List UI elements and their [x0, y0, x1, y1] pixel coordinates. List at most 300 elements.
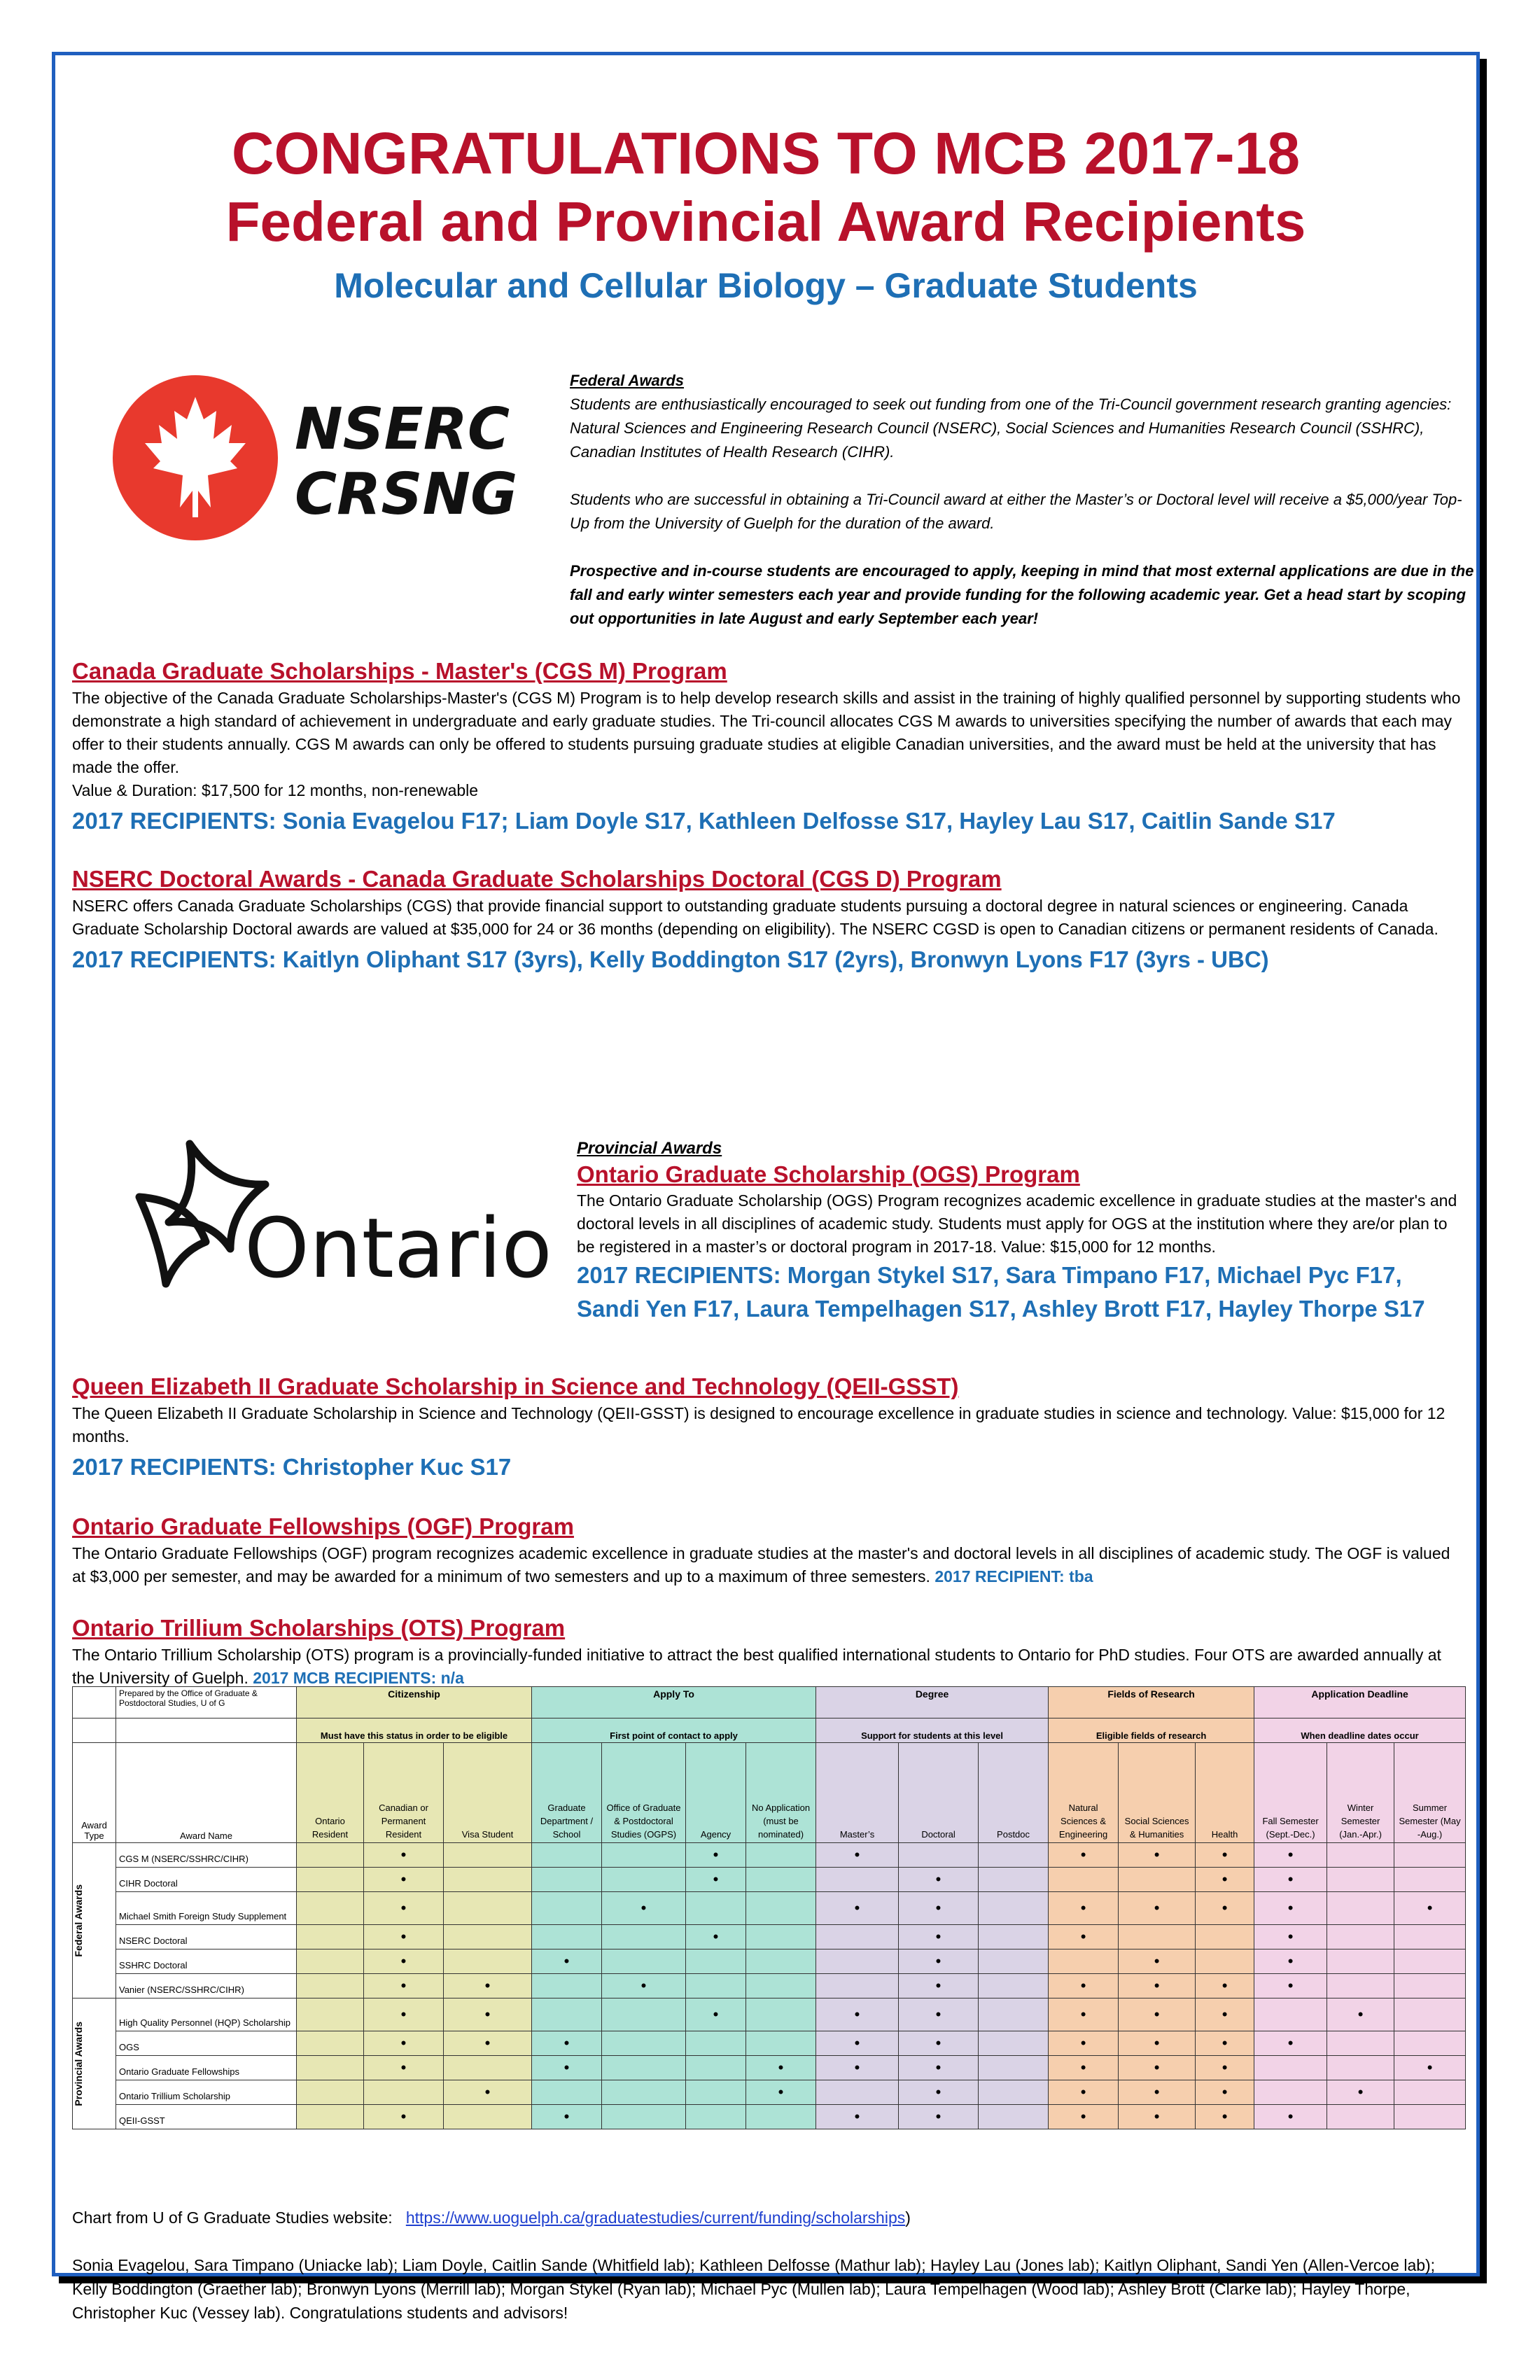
eligibility-cell [297, 1892, 364, 1925]
eligibility-cell [899, 2080, 979, 2105]
eligibility-cell [364, 1949, 444, 1974]
ogf-title: Ontario Graduate Fellowships (OGF) Program [72, 1513, 574, 1539]
prepared-by-note: Prepared by the Office of Graduate & Postdoctoral Studies, U of G [116, 1687, 297, 1718]
table-column-header: Visa Student [444, 1743, 532, 1843]
nserc-logo-text: NSERC [295, 396, 510, 463]
eligibility-dot: • [935, 1870, 941, 1888]
eligibility-cell [444, 2031, 532, 2056]
eligibility-cell [1049, 1998, 1119, 2031]
eligibility-cell [1049, 1974, 1119, 1998]
table-group-header: Degree [816, 1687, 1049, 1718]
eligibility-dot: • [1080, 2059, 1086, 2076]
ogf-body-text: The Ontario Graduate Fellowships (OGF) program recognizes academic excellence in graduate studies at the master's and doctoral levels in all disciplines of academic study. The OGF is valued at $3,000 per semester, and may be awarded for a minimum of two semesters and up to a maximum of three semesters. [72, 1544, 1450, 1586]
eligibility-dot: • [1287, 1952, 1294, 1970]
eligibility-dot: • [854, 1899, 860, 1917]
eligibility-cell [686, 1925, 746, 1949]
eligibility-dot: • [1154, 1977, 1160, 1994]
award-name-cell: SSHRC Doctoral [116, 1949, 297, 1974]
eligibility-cell [746, 2080, 816, 2105]
table-column-header: Graduate Department / School [532, 1743, 602, 1843]
eligibility-cell [1049, 1892, 1119, 1925]
eligibility-cell [602, 2056, 686, 2080]
award-name-cell: CGS M (NSERC/SSHRC/CIHR) [116, 1843, 297, 1868]
eligibility-cell [602, 2080, 686, 2105]
eligibility-cell [979, 1949, 1049, 1974]
eligibility-cell [532, 2105, 602, 2129]
eligibility-cell [1049, 2080, 1119, 2105]
eligibility-dot: • [400, 2005, 407, 2023]
eligibility-dot: • [564, 1952, 570, 1970]
award-name-cell: Vanier (NSERC/SSHRC/CIHR) [116, 1974, 297, 1998]
eligibility-cell [686, 1843, 746, 1868]
eligibility-dot: • [564, 2034, 570, 2052]
eligibility-cell [746, 1925, 816, 1949]
eligibility-dot: • [1080, 2083, 1086, 2101]
eligibility-cell [1394, 2080, 1466, 2105]
eligibility-cell [899, 1892, 979, 1925]
eligibility-cell [444, 2080, 532, 2105]
eligibility-cell [746, 1998, 816, 2031]
table-column-header: Fall Semester (Sept.-Dec.) [1254, 1743, 1327, 1843]
scholarships-link[interactable]: https://www.uoguelph.ca/graduatestudies/current/funding/scholarships [405, 2208, 906, 2227]
eligibility-dot: • [935, 2083, 941, 2101]
eligibility-cell [444, 1974, 532, 1998]
eligibility-cell [1327, 1843, 1394, 1868]
eligibility-dot: • [935, 1952, 941, 1970]
eligibility-cell [364, 2056, 444, 2080]
eligibility-cell [1196, 2031, 1254, 2056]
eligibility-dot: • [1222, 1870, 1228, 1888]
eligibility-cell [1119, 1949, 1196, 1974]
eligibility-cell [686, 1974, 746, 1998]
eligibility-cell [1254, 1949, 1327, 1974]
eligibility-cell [364, 1925, 444, 1949]
eligibility-cell [746, 1892, 816, 1925]
eligibility-cell [1394, 1868, 1466, 1892]
eligibility-dot: • [1222, 2108, 1228, 2125]
table-column-header: Doctoral [899, 1743, 979, 1843]
eligibility-dot: • [484, 2005, 491, 2023]
qeii-title: Queen Elizabeth II Graduate Scholarship in Science and Technology (QEII-GSST) [72, 1373, 959, 1399]
eligibility-cell [979, 1843, 1049, 1868]
table-column-header: Canadian or Permanent Resident [364, 1743, 444, 1843]
table-row [73, 2031, 1466, 2056]
table-column-header: Winter Semester (Jan.-Apr.) [1327, 1743, 1394, 1843]
eligibility-cell [1119, 1974, 1196, 1998]
eligibility-cell [1327, 2031, 1394, 2056]
eligibility-dot: • [640, 1977, 647, 1994]
cgsm-section [72, 656, 1465, 837]
eligibility-cell [444, 1868, 532, 1892]
lab-acknowledgements: Sonia Evagelou, Sara Timpano (Uniacke lab); Liam Doyle, Caitlin Sande (Whitfield lab); Kathleen Delfosse (Mathur lab); Hayley Lau (Jones lab); Kaitlyn Oliphant, Sandi Yen (Allen-Vercoe lab); Kelly Boddington (Graether lab); Bronwyn Lyons (Merrill lab); Morgan Stykel (Ryan lab); Michael Pyc (Mullen lab); Laura Tempelhagen (Wood lab); Ashley Brott (Clarke lab); Hayley Thorpe, Christopher Kuc (Vessey lab). Congratulations students and advisors! [72, 2256, 1436, 2322]
eligibility-dot: • [713, 1870, 719, 1888]
eligibility-cell [1049, 1949, 1119, 1974]
ontario-logo [125, 1130, 573, 1298]
eligibility-cell [1119, 1843, 1196, 1868]
eligibility-dot: • [1154, 1952, 1160, 1970]
table-column-header: Health [1196, 1743, 1254, 1843]
eligibility-dot: • [1287, 1928, 1294, 1945]
table-column-header: Social Sciences & Humanities [1119, 1743, 1196, 1843]
table-column-header: Master’s [816, 1743, 899, 1843]
eligibility-cell [899, 2031, 979, 2056]
eligibility-cell [1196, 1949, 1254, 1974]
award-name-cell: High Quality Personnel (HQP) Scholarship [116, 1998, 297, 2031]
eligibility-cell [532, 2031, 602, 2056]
eligibility-dot: • [854, 2108, 860, 2125]
eligibility-dot: • [640, 1899, 647, 1917]
eligibility-dot: • [400, 1846, 407, 1863]
eligibility-cell [1327, 1974, 1394, 1998]
eligibility-dot: • [713, 1928, 719, 1945]
eligibility-dot: • [713, 1846, 719, 1863]
eligibility-cell [1196, 1974, 1254, 1998]
eligibility-cell [1119, 2031, 1196, 2056]
table-row [73, 1974, 1466, 1998]
eligibility-cell [297, 1949, 364, 1974]
eligibility-dot: • [1287, 2108, 1294, 2125]
eligibility-cell [1327, 1998, 1394, 2031]
table-group-header: Citizenship [297, 1687, 532, 1718]
eligibility-dot: • [1222, 1977, 1228, 1994]
eligibility-dot: • [778, 2083, 784, 2101]
eligibility-dot: • [935, 1977, 941, 1994]
eligibility-dot: • [1222, 1846, 1228, 1863]
table-row [73, 1868, 1466, 1892]
eligibility-dot: • [935, 2108, 941, 2125]
cgsd-body: NSERC offers Canada Graduate Scholarships (CGS) that provide financial support to outstanding graduate students pursuing a doctoral degree in natural sciences or engineering. Canada Graduate Scholarship Doctoral awards are valued at $35,000 for 24 or 36 months (depending on eligibility). The NSERC CGSD is open to Canadian citizens or permanent residents of Canada. [72, 897, 1438, 938]
eligibility-cell [1196, 2105, 1254, 2129]
eligibility-dot: • [935, 2059, 941, 2076]
eligibility-dot: • [1080, 2005, 1086, 2023]
provincial-awards-type-cell [73, 1998, 116, 2129]
eligibility-dot: • [1222, 2083, 1228, 2101]
eligibility-cell [979, 2031, 1049, 2056]
eligibility-cell [297, 1843, 364, 1868]
eligibility-dot: • [1287, 1846, 1294, 1863]
table-blank-cell [116, 1718, 297, 1743]
eligibility-cell [979, 1974, 1049, 1998]
qeii-section [72, 1371, 1465, 1483]
eligibility-dot: • [1154, 1899, 1160, 1917]
table-column-header: Ontario Resident [297, 1743, 364, 1843]
eligibility-cell [364, 1868, 444, 1892]
eligibility-dot: • [1154, 2034, 1160, 2052]
eligibility-cell [1327, 2105, 1394, 2129]
eligibility-cell [1254, 2056, 1327, 2080]
eligibility-dot: • [400, 1870, 407, 1888]
eligibility-cell [746, 1843, 816, 1868]
eligibility-cell [686, 1868, 746, 1892]
eligibility-cell [297, 2031, 364, 2056]
eligibility-cell [444, 1892, 532, 1925]
eligibility-cell [532, 1949, 602, 1974]
eligibility-cell [1254, 1868, 1327, 1892]
eligibility-cell [746, 1949, 816, 1974]
eligibility-cell [816, 1925, 899, 1949]
eligibility-dot: • [1222, 2034, 1228, 2052]
eligibility-cell [1394, 1998, 1466, 2031]
eligibility-cell [1394, 2031, 1466, 2056]
eligibility-cell [1254, 1998, 1327, 2031]
eligibility-cell [1254, 2031, 1327, 2056]
eligibility-dot: • [1357, 2005, 1364, 2023]
ots-section [72, 1613, 1465, 1690]
eligibility-dot: • [1154, 2108, 1160, 2125]
table-column-header: Summer Semester (May -Aug.) [1394, 1743, 1466, 1843]
eligibility-cell [686, 2031, 746, 2056]
eligibility-dot: • [935, 1899, 941, 1917]
eligibility-cell [979, 1892, 1049, 1925]
eligibility-dot: • [484, 2034, 491, 2052]
eligibility-cell [686, 1892, 746, 1925]
eligibility-dot: • [854, 1846, 860, 1863]
table-blank-cell [73, 1718, 116, 1743]
eligibility-table [72, 1686, 1466, 2129]
eligibility-cell [816, 1843, 899, 1868]
eligibility-cell [364, 2031, 444, 2056]
eligibility-dot: • [1222, 1899, 1228, 1917]
table-subgroup-row [73, 1718, 1466, 1743]
eligibility-cell [532, 2080, 602, 2105]
eligibility-cell [1196, 1925, 1254, 1949]
eligibility-cell [686, 2105, 746, 2129]
ontario-logo-text: Ontario [244, 1200, 552, 1296]
eligibility-cell [746, 1868, 816, 1892]
ots-title: Ontario Trillium Scholarships (OTS) Program [72, 1615, 566, 1641]
eligibility-cell [899, 1843, 979, 1868]
eligibility-dot: • [1287, 1899, 1294, 1917]
award-name-cell: Ontario Graduate Fellowships [116, 2056, 297, 2080]
eligibility-dot: • [1080, 1928, 1086, 1945]
ogs-recipients: 2017 RECIPIENTS: Morgan Stykel S17, Sara Timpano F17, Michael Pyc F17, Sandi Yen F17, Laura Tempelhagen S17, Ashley Brott F17, Hayley Thorpe S17 [577, 1262, 1425, 1322]
eligibility-cell [816, 1892, 899, 1925]
table-column-header: No Application (must be nominated) [746, 1743, 816, 1843]
eligibility-cell [979, 2105, 1049, 2129]
table-group-header: Apply To [532, 1687, 816, 1718]
eligibility-dot: • [778, 2059, 784, 2076]
eligibility-cell [979, 1998, 1049, 2031]
poster-frame [52, 52, 1480, 2322]
eligibility-cell [816, 2105, 899, 2129]
ogs-body: The Ontario Graduate Scholarship (OGS) Program recognizes academic excellence in graduate studies at the master's and doctoral levels in all disciplines of academic study. Students must apply for OGS at the institution where they are/or plan to be registered in a master’s or doctoral program in 2017-18. Value: $15,000 for 12 months. [577, 1191, 1457, 1256]
eligibility-dot: • [484, 1977, 491, 1994]
eligibility-cell [899, 1925, 979, 1949]
chart-source-label: Chart from U of G Graduate Studies website: [72, 2208, 393, 2227]
ots-body-text: The Ontario Trillium Scholarship (OTS) program is a provincially-funded initiative to attract the best qualified international students to Ontario for PhD studies. Four OTS are awarded annually at the University of Guelph. [72, 1646, 1441, 1687]
eligibility-dot: • [854, 2034, 860, 2052]
eligibility-cell [816, 1974, 899, 1998]
eligibility-dot: • [564, 2108, 570, 2125]
provincial-awards-label: Provincial Awards [73, 2021, 84, 2106]
eligibility-cell [364, 2105, 444, 2129]
cgsm-recipients: 2017 RECIPIENTS: Sonia Evagelou F17; Liam Doyle S17, Kathleen Delfosse S17, Hayley Lau S17, Caitlin Sande S17 [72, 808, 1336, 834]
table-column-header: Natural Sciences & Engineering [1049, 1743, 1119, 1843]
eligibility-cell [979, 2056, 1049, 2080]
eligibility-dot: • [400, 1977, 407, 1994]
eligibility-dot: • [854, 2059, 860, 2076]
cgsm-body: The objective of the Canada Graduate Scholarships-Master's (CGS M) Program is to help develop research skills and assist in the training of highly qualified personnel by supporting students who demonstrate a high standard of achievement in undergraduate and early graduate studies. The Tri-council allocates CGS M awards to universities specifying the number of awards that each may offer to their students annually. CGS M awards can only be offered to students pursuing graduate studies at eligible Canadian universities, and the award must be held at the university that has made the offer. [72, 689, 1461, 776]
eligibility-cell [532, 1843, 602, 1868]
eligibility-cell [1394, 1974, 1466, 1998]
table-row [73, 1892, 1466, 1925]
award-name-cell: Ontario Trillium Scholarship [116, 2080, 297, 2105]
eligibility-dot: • [1427, 2059, 1433, 2076]
eligibility-cell [816, 2080, 899, 2105]
eligibility-cell [899, 2105, 979, 2129]
eligibility-cell [602, 1843, 686, 1868]
eligibility-cell [1394, 1892, 1466, 1925]
eligibility-cell [532, 2056, 602, 2080]
eligibility-dot: • [935, 2005, 941, 2023]
chart-source [72, 2206, 1465, 2230]
cgsd-section [72, 864, 1465, 976]
eligibility-cell [364, 2080, 444, 2105]
award-name-cell: QEII-GSST [116, 2105, 297, 2129]
eligibility-cell [364, 1998, 444, 2031]
eligibility-dot: • [400, 2034, 407, 2052]
ogs-title: Ontario Graduate Scholarship (OGS) Program [577, 1161, 1080, 1187]
eligibility-cell [746, 2031, 816, 2056]
eligibility-cell [979, 1925, 1049, 1949]
ogf-body [72, 1542, 1465, 1588]
eligibility-cell [816, 2031, 899, 2056]
page-title: CONGRATULATIONS TO MCB 2017-18 [231, 120, 1301, 186]
eligibility-cell [1119, 2056, 1196, 2080]
cgsd-title: NSERC Doctoral Awards - Canada Graduate Scholarships Doctoral (CGS D) Program [72, 866, 1002, 892]
cgsd-recipients: 2017 RECIPIENTS: Kaitlyn Oliphant S17 (3yrs), Kelly Boddington S17 (2yrs), Bronwyn Lyons F17 (3yrs - UBC) [72, 946, 1269, 972]
eligibility-dot: • [1222, 2005, 1228, 2023]
eligibility-cell [979, 2080, 1049, 2105]
eligibility-cell [1327, 1868, 1394, 1892]
eligibility-cell [686, 2056, 746, 2080]
eligibility-cell [1394, 2056, 1466, 2080]
federal-awards-type-cell [73, 1843, 116, 1998]
eligibility-cell [1394, 2105, 1466, 2129]
eligibility-cell [1327, 1925, 1394, 1949]
eligibility-dot: • [1080, 1977, 1086, 1994]
qeii-body: The Queen Elizabeth II Graduate Scholarship in Science and Technology (QEII-GSST) is designed to encourage excellence in graduate studies in science and technology. Value: $15,000 for 12 months. [72, 1404, 1446, 1446]
table-row [73, 2080, 1466, 2105]
eligibility-cell [816, 1868, 899, 1892]
eligibility-cell [602, 1925, 686, 1949]
nserc-logo [111, 370, 573, 545]
eligibility-cell [444, 1949, 532, 1974]
eligibility-dot: • [1080, 1846, 1086, 1863]
ogf-section [72, 1511, 1465, 1588]
eligibility-cell [899, 1868, 979, 1892]
eligibility-cell [1119, 1892, 1196, 1925]
eligibility-cell [1049, 1925, 1119, 1949]
eligibility-cell [602, 1974, 686, 1998]
eligibility-dot: • [935, 2034, 941, 2052]
eligibility-cell [1327, 1949, 1394, 1974]
table-row [73, 1925, 1466, 1949]
eligibility-cell [899, 1998, 979, 2031]
eligibility-cell [899, 2056, 979, 2080]
eligibility-cell [1327, 2080, 1394, 2105]
eligibility-cell [1254, 2105, 1327, 2129]
eligibility-cell [1254, 1974, 1327, 1998]
ogf-recipient: 2017 RECIPIENT: tba [934, 1567, 1093, 1586]
ots-body [72, 1644, 1465, 1690]
award-type-header: Award Type [73, 1743, 116, 1843]
eligibility-cell [1196, 1843, 1254, 1868]
eligibility-cell [1049, 2031, 1119, 2056]
eligibility-cell [364, 1974, 444, 1998]
federal-paragraph-2: Students who are successful in obtaining a Tri-Council award at either the Master’s or Doctoral level will receive a $5,000/year Top-Up from the University of Guelph for the duration of the award. [570, 491, 1462, 532]
eligibility-cell [444, 2056, 532, 2080]
federal-awards-intro [570, 369, 1480, 654]
eligibility-cell [1196, 2056, 1254, 2080]
eligibility-cell [1119, 2080, 1196, 2105]
eligibility-cell [1049, 1868, 1119, 1892]
eligibility-cell [297, 2056, 364, 2080]
eligibility-cell [444, 2105, 532, 2129]
table-row [73, 2056, 1466, 2080]
federal-paragraph-3: Prospective and in-course students are encouraged to apply, keeping in mind that most external applications are due in the fall and early winter semesters each year and provide funding for the following academic year. Get a head start by scoping out opportunities in late August and early September each year! [570, 562, 1474, 627]
eligibility-cell [297, 1925, 364, 1949]
table-column-header-row [73, 1743, 1466, 1843]
eligibility-dot: • [1080, 2108, 1086, 2125]
eligibility-cell [686, 2080, 746, 2105]
eligibility-dot: • [1287, 1977, 1294, 1994]
eligibility-cell [532, 1925, 602, 1949]
eligibility-dot: • [400, 2059, 407, 2076]
eligibility-cell [602, 2031, 686, 2056]
table-group-header: Application Deadline [1254, 1687, 1466, 1718]
eligibility-dot: • [400, 1899, 407, 1917]
chart-source-close: ) [905, 2208, 911, 2227]
ots-recipient: 2017 MCB RECIPIENTS: n/a [253, 1669, 464, 1687]
eligibility-cell [1254, 1925, 1327, 1949]
provincial-section [577, 1137, 1466, 1326]
eligibility-cell [602, 1892, 686, 1925]
eligibility-cell [602, 1868, 686, 1892]
eligibility-dot: • [1080, 2034, 1086, 2052]
eligibility-cell [1196, 2080, 1254, 2105]
eligibility-dot: • [1154, 2005, 1160, 2023]
eligibility-cell [1196, 1892, 1254, 1925]
table-group-header: Fields of Research [1049, 1687, 1254, 1718]
eligibility-cell [297, 2080, 364, 2105]
eligibility-cell [297, 2105, 364, 2129]
eligibility-dot: • [1287, 1870, 1294, 1888]
eligibility-cell [686, 1998, 746, 2031]
cgsm-value: Value & Duration: $17,500 for 12 months, non-renewable [72, 781, 479, 799]
crsng-logo-text: CRSNG [295, 461, 518, 528]
eligibility-cell [1254, 1843, 1327, 1868]
eligibility-cell [1196, 1998, 1254, 2031]
eligibility-cell [1049, 2105, 1119, 2129]
eligibility-cell [444, 1998, 532, 2031]
eligibility-dot: • [1287, 2034, 1294, 2052]
federal-paragraph-1: Students are enthusiastically encouraged to seek out funding from one of the Tri-Council government research granting agencies: Natural Sciences and Engineering Research Council (NSERC), Social Sciences and Humanities Research Council (SSHRC), Canadian Institutes of Health Research (CIHR). [570, 396, 1452, 461]
eligibility-cell [297, 1998, 364, 2031]
provincial-awards-heading: Provincial Awards [577, 1139, 722, 1158]
award-name-cell: CIHR Doctoral [116, 1868, 297, 1892]
eligibility-cell [444, 1843, 532, 1868]
eligibility-dot: • [400, 1952, 407, 1970]
award-name-cell: Michael Smith Foreign Study Supplement [116, 1892, 297, 1925]
eligibility-cell [444, 1925, 532, 1949]
eligibility-dot: • [854, 2005, 860, 2023]
table-subgroup-header: Eligible fields of research [1049, 1718, 1254, 1743]
eligibility-cell [1119, 2105, 1196, 2129]
award-name-cell: OGS [116, 2031, 297, 2056]
eligibility-cell [1119, 1998, 1196, 2031]
eligibility-dot: • [1357, 2083, 1364, 2101]
